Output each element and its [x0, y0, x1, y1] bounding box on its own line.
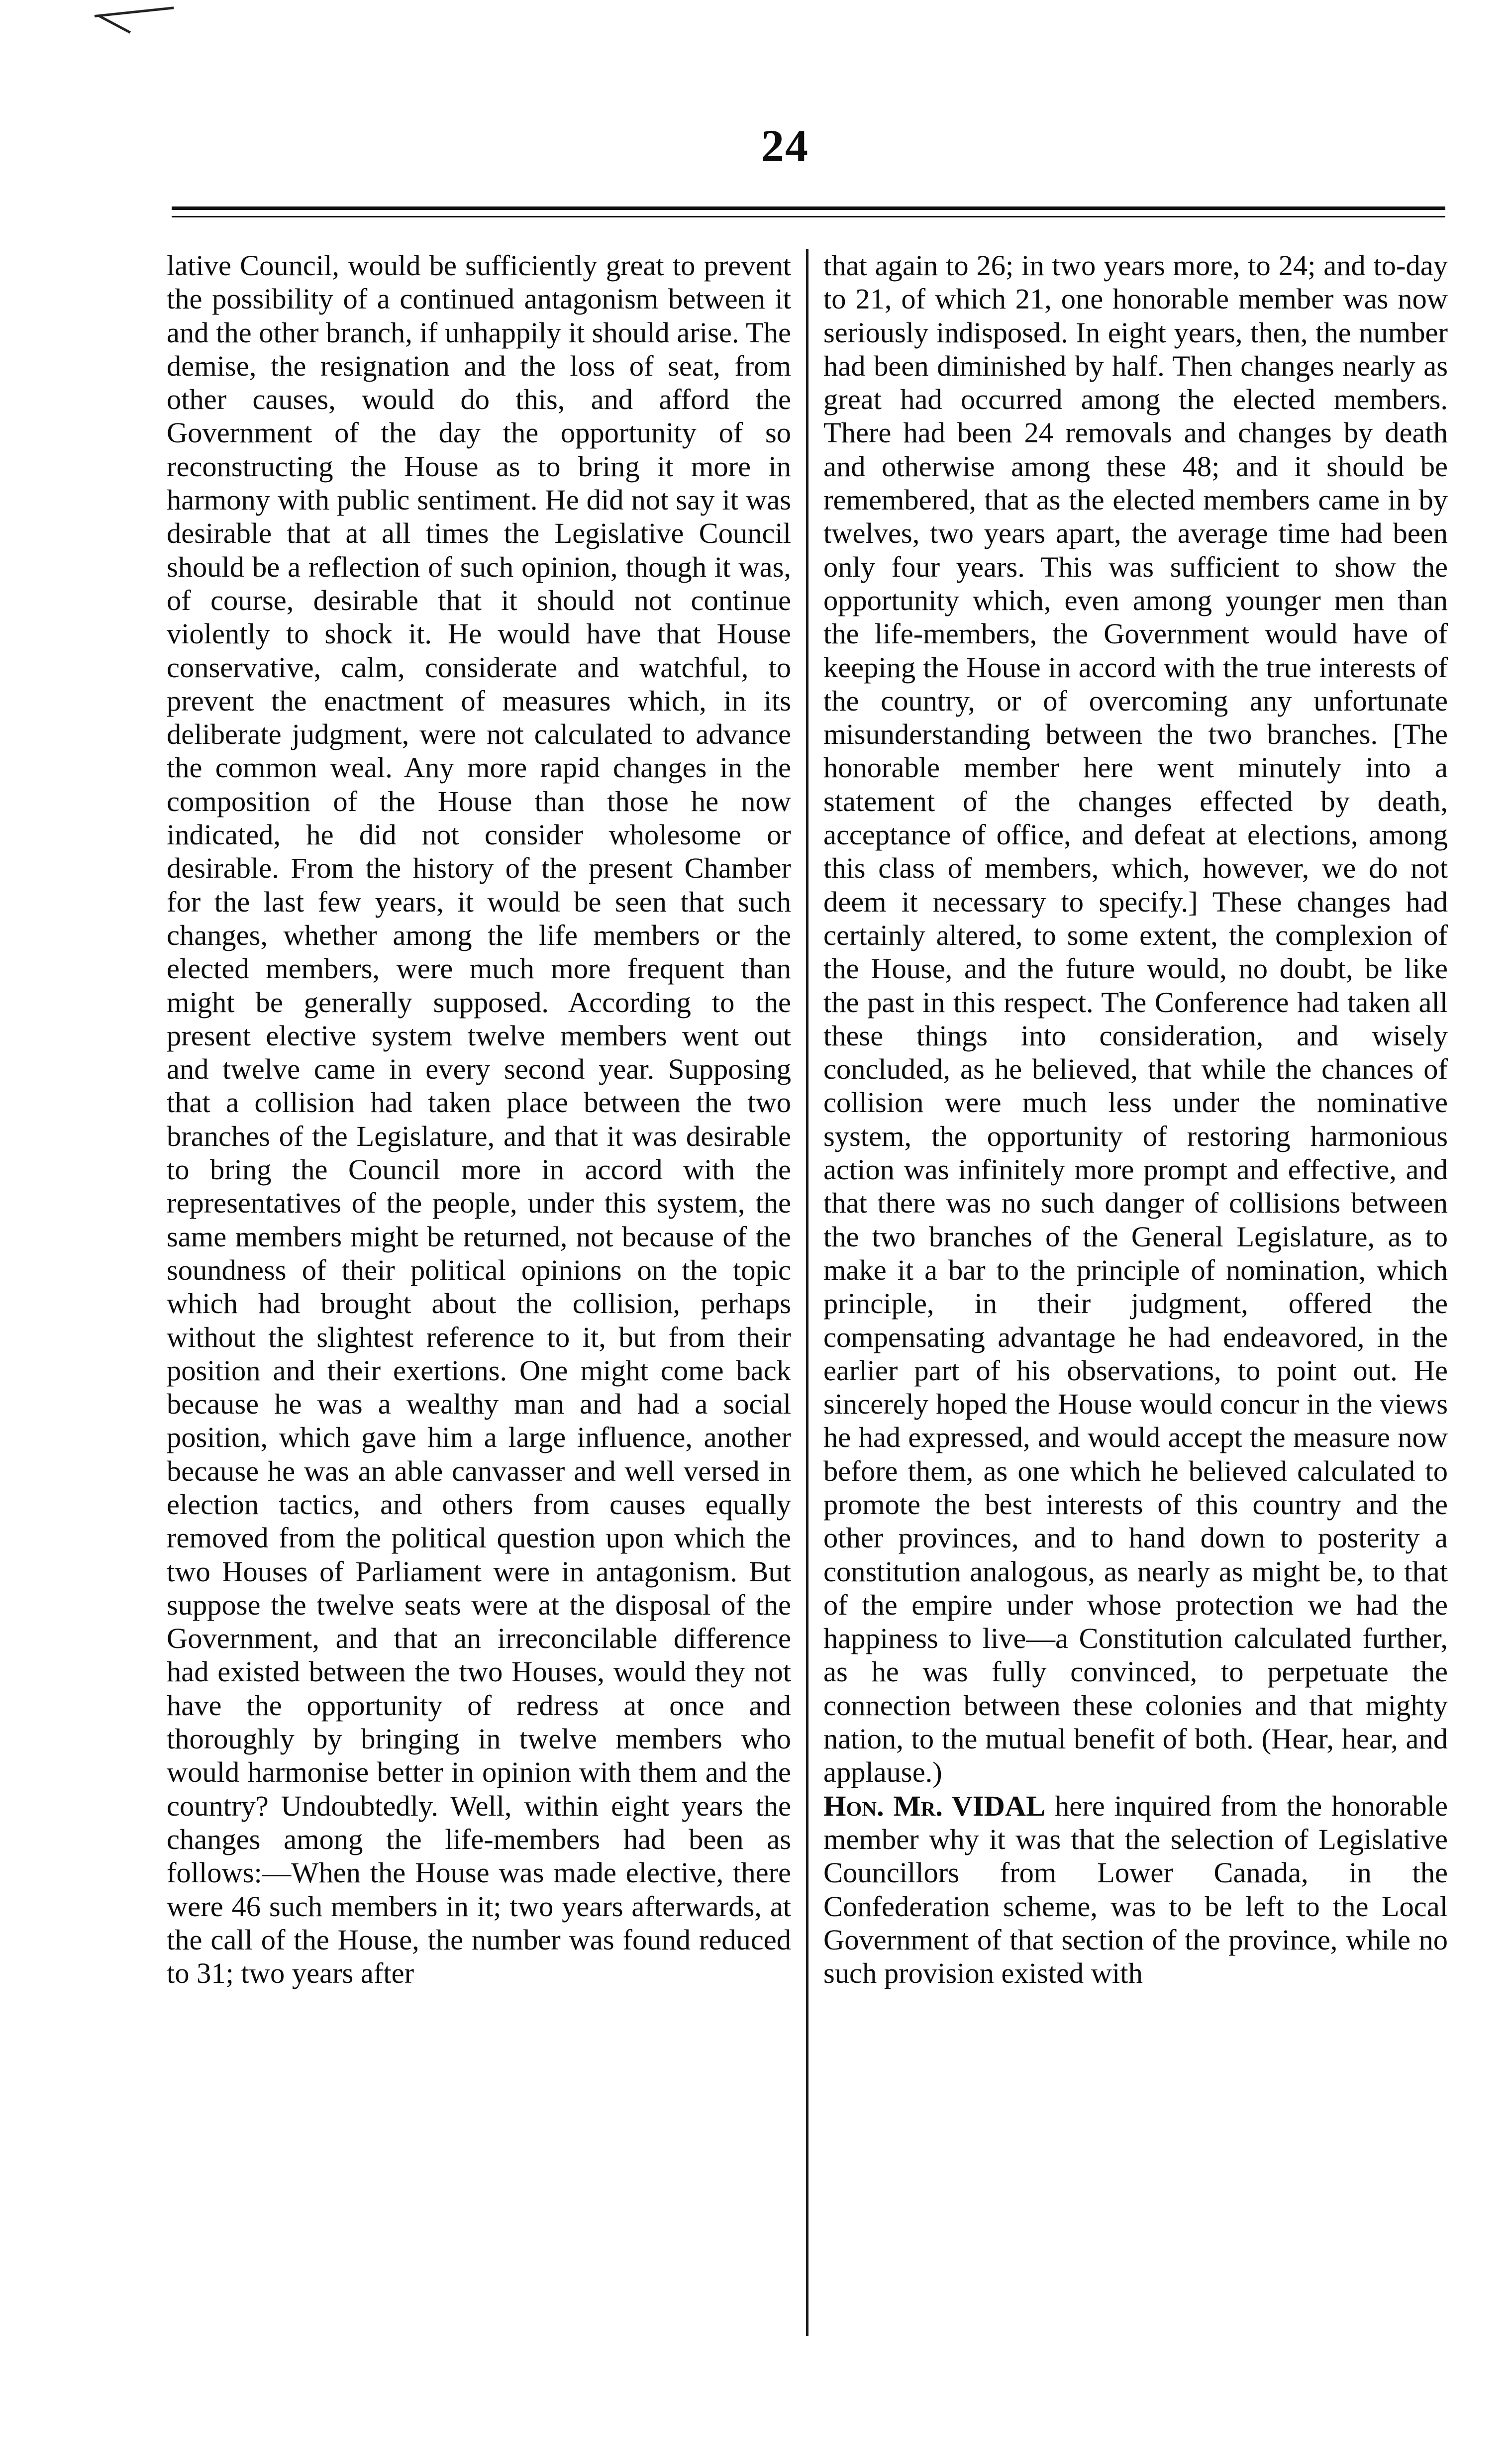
- text-column-left: [167, 249, 791, 2363]
- column-divider: [806, 249, 808, 2336]
- speaker-paragraph: [823, 1789, 1448, 1990]
- corner-pen-mark: [95, 6, 174, 17]
- corner-pen-mark-tail: [99, 15, 131, 33]
- page-number: 24: [761, 120, 809, 171]
- text-column-right: [823, 249, 1448, 2363]
- left-column-paragraph: lative Council, would be sufficiently great to prevent the possibility of a continued antagonism between it and the other branch, if unhappily it should arise. The demise, the resignation and the loss of seat, from other causes, would do this, and afford the Government of the day the opportunity of so reconstructing the House as to bring it more in harmony with public sentiment. He did not say it was desirable that at all times the Legislative Council should be a reflection of such opinion, though it was, of course, desirable that it should not continue violently to shock it. He would have that House conservative, calm, considerate and watchful, to prevent the enactment of measures which, in its deliberate judgment, were not calculated to advance the common weal. Any more rapid changes in the composition of the House than those he now indicated, he did not consider wholesome or desirable. From the history of the present Chamber for the last few years, it would be seen that such changes, whether among the life members or the elected members, were much more frequent than might be generally supposed. According to the present elective system twelve members went out and twelve came in every second year. Supposing that a collision had taken place between the two branches of the Legislature, and that it was desirable to bring the Council more in accord with the representatives of the people, under this system, the same members might be returned, not because of the soundness of their political opinions on the topic which had brought about the collision, perhaps without the slightest reference to it, but from their position and their exertions. One might come back because he was a wealthy man and had a social position, which gave him a large influence, another because he was an able canvasser and well versed in election tactics, and others from causes equally removed from the political question upon which the two Houses of Parliament were in antagonism. But suppose the twelve seats were at the disposal of the Government, and that an irreconcilable difference had existed between the two Houses, would they not have the opportunity of redress at once and thoroughly by bringing in twelve members who would harmonise better in opinion with them and the country? Undoubtedly. Well, within eight years the changes among the life-members had been as follows:—When the House was made elective, there were 46 such members in it; two years afterwards, at the call of the House, the number was found reduced to 31; two years after: [167, 249, 791, 1990]
- right-column-paragraph: that again to 26; in two years more, to 24; and to-day to 21, of which 21, one honorable member was now seriously indisposed. In eight years, then, the number had been diminished by half. Then changes nearly as great had occurred among the elected members. There had been 24 removals and changes by death and otherwise among these 48; and it should be remembered, that as the elected members came in by twelves, two years apart, the average time had been only four years. This was sufficient to show the opportunity which, even among younger men than the life-members, the Government would have of keeping the House in accord with the true interests of the country, or of overcoming any unfortunate misunderstanding between the two branches. [The honorable member here went minutely into a statement of the changes effected by death, acceptance of office, and defeat at elections, among this class of members, which, however, we do not deem it necessary to specify.] These changes had certainly altered, to some extent, the complexion of the House, and the future would, no doubt, be like the past in this respect. The Conference had taken all these things into consideration, and wisely concluded, as he believed, that while the chances of collision were much less under the nominative system, the opportunity of restoring harmonious action was infinitely more prompt and effective, and that there was no such danger of collisions between the two branches of the General Legislature, as to make it a bar to the principle of nomination, which principle, in their judgment, offered the compensating advantage he had endeavored, in the earlier part of his observations, to point out. He sincerely hoped the House would concur in the views he had expressed, and would accept the measure now before them, as one which he believed calculated to promote the best interests of this country and the other provinces, and to hand down to posterity a constitution analogous, as nearly as might be, to that of the empire under whose protection we had the happiness to live—a Constitution calculated further, as he was fully convinced, to perpetuate the connection between these colonies and that mighty nation, to the mutual benefit of both. (Hear, hear, and applause.): [823, 249, 1448, 1789]
- speaker-remarks: here inquired from the honorable member why it was that the selection of Legislative Councillors from Lower Canada, in the Confederation scheme, was to be left to the Local Government of that section of the province, while no such provision existed with: [823, 1789, 1448, 1990]
- speaker-name: Hon. Mr. VIDAL: [823, 1789, 1046, 1822]
- header-rule-thick: [172, 206, 1445, 210]
- header-rule-thin: [172, 216, 1445, 217]
